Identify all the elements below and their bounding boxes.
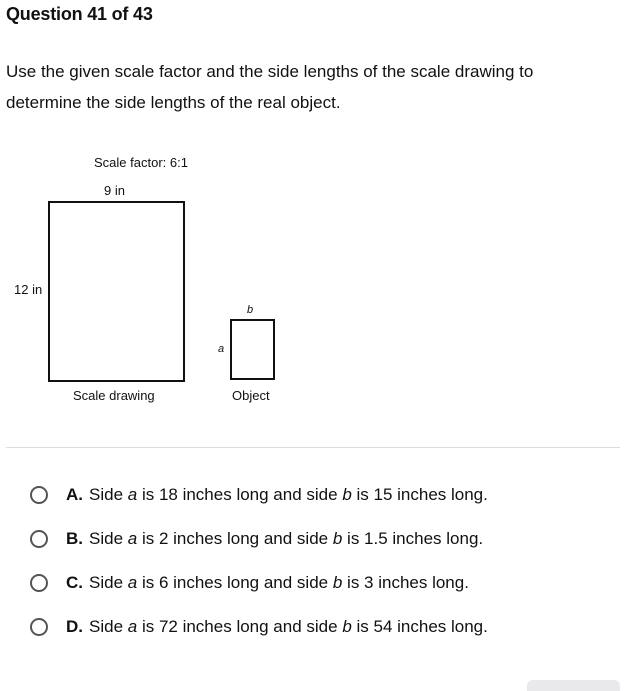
question-counter: Question 41 of 43 — [6, 4, 153, 24]
option-a[interactable] — [30, 473, 620, 517]
scale-drawing-caption: Scale drawing — [73, 388, 155, 403]
divider — [6, 447, 620, 448]
scale-figure — [0, 140, 624, 420]
side-a-label: a — [218, 343, 225, 355]
scale-factor-label: Scale factor: 6:1 — [94, 155, 188, 170]
radio-icon[interactable] — [30, 574, 48, 592]
radio-icon[interactable] — [30, 530, 48, 548]
option-a-text: A. Side a is 18 inches long and side b is 15 inches long. — [66, 485, 488, 504]
option-b[interactable] — [30, 517, 620, 561]
object-rectangle — [230, 319, 275, 380]
question-prompt: Use the given scale factor and the side lengths of the scale drawing to determine the side lengths of the real object. — [6, 62, 534, 112]
option-c[interactable] — [30, 561, 620, 605]
option-d[interactable] — [30, 605, 620, 649]
option-c-text: C. Side a is 6 inches long and side b is 3 inches long. — [66, 573, 469, 592]
radio-icon[interactable] — [30, 486, 48, 504]
option-b-text: B. Side a is 2 inches long and side b is 1.5 inches long. — [66, 529, 484, 548]
answer-options — [30, 473, 620, 649]
option-d-text: D. Side a is 72 inches long and side b is 54 inches long. — [66, 617, 488, 636]
height-label: 12 in — [14, 282, 43, 297]
side-b-label: b — [247, 304, 254, 316]
object-caption: Object — [232, 388, 270, 403]
submit-button-edge[interactable] — [527, 680, 620, 691]
width-label: 9 in — [104, 183, 125, 198]
scale-drawing-rectangle — [48, 201, 185, 382]
radio-icon[interactable] — [30, 618, 48, 636]
